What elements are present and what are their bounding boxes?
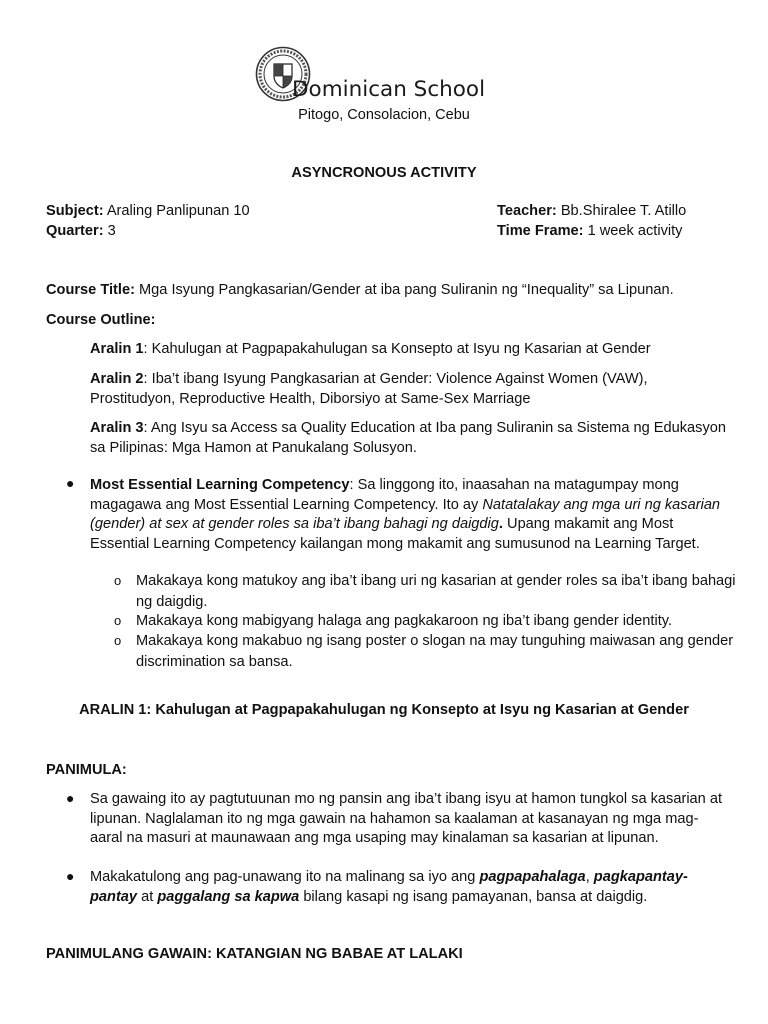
teacher-label: Teacher: (497, 203, 557, 219)
circle-bullet-icon: o (114, 633, 122, 648)
panimula-label: PANIMULA: (46, 762, 127, 778)
lesson-text: : Ang Isyu sa Access sa Quality Education at Iba pang Suliranin sa Sistema ng Edukasyon sa Pilipinas: Mga Hamon at Panukalang Solusyon. (90, 420, 726, 456)
subject-line (46, 203, 250, 219)
school-address: Pitogo, Consolacion, Cebu (298, 107, 470, 123)
lesson-label: Aralin 2 (90, 371, 144, 387)
lesson-label: Aralin 1 (90, 341, 144, 357)
teacher-value: Bb.Shiralee T. Atillo (560, 203, 687, 219)
teacher-line (497, 203, 686, 219)
course-title-line (46, 282, 674, 298)
subject-value: Araling Panlipunan 10 (106, 203, 250, 219)
timeframe-label: Time Frame: (497, 223, 584, 239)
learning-target: Makakaya kong matukoy ang iba’t ibang uri ng kasarian at gender roles sa iba’t ibang bahagi ng daigdig. (136, 573, 736, 610)
lesson-item (90, 370, 730, 409)
course-title-value: Mga Isyung Pangkasarian/Gender at iba pang Suliranin ng “Inequality” sa Lipunan. (139, 282, 674, 298)
panimula-bullet: Sa gawaing ito ay pagtutuunan mo ng pansin ang iba’t ibang isyu at hamon tungkol sa kasarian at lipunan. Naglalaman ito ng mga gawain na hahamon sa kaalaman at kasanayan ng mga mag-aaral na masuri at maunawaan ang mga usaping may kinalaman sa kasarian at lipunan. (90, 791, 723, 846)
melc-label: Most Essential Learning Competency (90, 477, 350, 493)
course-title-label: Course Title: (46, 282, 135, 298)
course-outline-label: Course Outline: (46, 312, 156, 328)
lesson-item (90, 419, 730, 458)
quarter-line (46, 223, 116, 239)
timeframe-line (497, 223, 682, 239)
melc-competency: Natatalakay ang mga uri ng kasarian (gender) at sex at gender roles sa iba’t ibang bahagi ng daigdig (90, 496, 721, 532)
panimula-bullet: Makakatulong ang pag-unawang ito na malinang sa iyo ang pagpapahalaga, pagkapantay-pantay at paggalang sa kapwa bilang kasapi ng isang pamayanan, bansa at daigdig. (90, 869, 688, 905)
activity-title: ASYNCRONOUS ACTIVITY (291, 165, 477, 181)
circle-bullet-icon: o (114, 573, 122, 588)
subject-label: Subject: (46, 203, 104, 219)
school-name: Dominican School (292, 77, 486, 102)
lesson-text: : Kahulugan at Pagpapakahulugan sa Konsepto at Isyu ng Kasarian at Gender (143, 341, 651, 357)
timeframe-value: 1 week activity (587, 223, 683, 239)
quarter-value: 3 (107, 223, 116, 239)
panimulang-gawain-heading: PANIMULANG GAWAIN: KATANGIAN NG BABAE AT LALAKI (46, 946, 463, 962)
bullet-icon: ● (66, 475, 75, 491)
bullet-icon: ● (66, 790, 75, 806)
lesson-item (90, 340, 730, 360)
melc-paragraph: Most Essential Learning Competency: Sa linggong ito, inaasahan na matagumpay mong magagawa ang Most Essential Learning Competency. Ito ay Natatalakay ang mga uri ng kasarian (gender) at sex at gender roles sa iba’t ibang bahagi ng daigdig. Upang makamit ang Most Essential Learning Competency kailangan mong makamit ang sumusunod na Learning Target. (90, 477, 721, 552)
aralin1-heading: ARALIN 1: Kahulugan at Pagpapakahulugan ng Konsepto at Isyu ng Kasarian at Gender (79, 702, 689, 718)
lesson-text: : Iba’t ibang Isyung Pangkasarian at Gender: Violence Against Women (VAW), Prostitudyon, Reproductive Health, Diborsiyo at Same-Sex Marriage (90, 371, 648, 407)
learning-target: Makakaya kong makabuo ng isang poster o slogan na may tunguhing maiwasan ang gender discrimination sa bansa. (136, 633, 734, 670)
learning-target: Makakaya kong mabigyang halaga ang pagkakaroon ng iba’t ibang gender identity. (136, 613, 673, 629)
quarter-label: Quarter: (46, 223, 104, 239)
lesson-label: Aralin 3 (90, 420, 144, 436)
bullet-icon: ● (66, 868, 75, 884)
circle-bullet-icon: o (114, 613, 122, 628)
